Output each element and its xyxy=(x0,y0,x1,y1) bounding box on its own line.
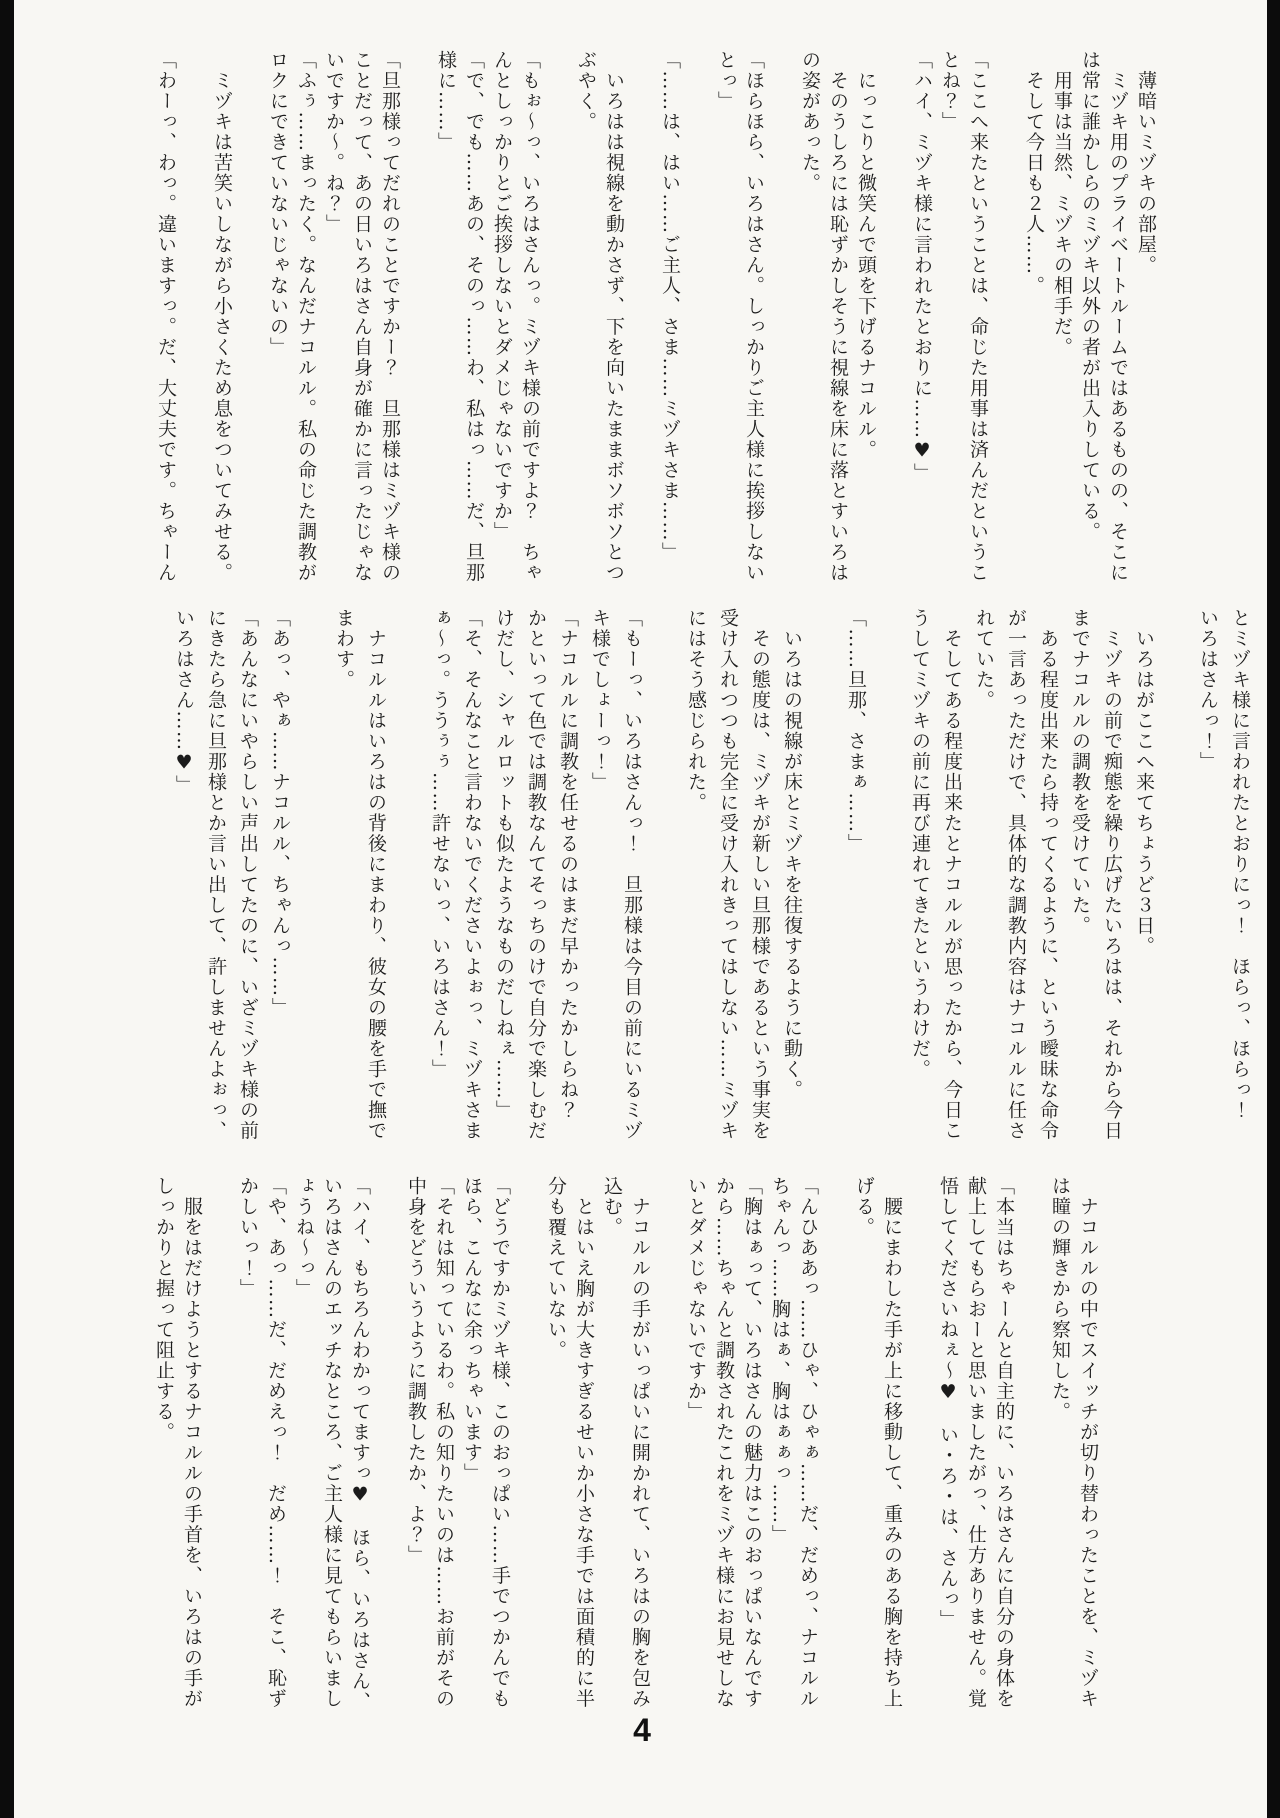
text-column: は常に誰かしらのミヅキ以外の者が出入りしている。 xyxy=(1079,50,1101,542)
text-column: 「それは知っているわ。私の知りたいのは……お前がその xyxy=(433,1176,455,1709)
right-edge-bar xyxy=(1267,0,1280,1818)
text-column: いろはは視線を動かさず、下を向いたままボソボソとつ xyxy=(603,50,625,583)
text-column: ナコルルの中でスイッチが切り替わったことを、ミヅキ xyxy=(1077,1176,1099,1709)
text-column: ミヅキ用のプライベートルームではあるものの、そこに xyxy=(1107,50,1129,583)
text-column: ロクにできていないじゃないの」 xyxy=(267,50,289,358)
text-band-top xyxy=(152,50,1160,610)
text-column: ょうね～っ」 xyxy=(293,1176,315,1299)
text-band-middle xyxy=(168,608,1256,1168)
text-column: れていた。 xyxy=(973,608,995,711)
text-column: 「ナコルルに調教を任せるのはまだ早かったかしらね？ xyxy=(557,608,579,1121)
text-column: んとしっかりとご挨拶しないとダメじゃないですか」 xyxy=(491,50,513,542)
text-column: その態度は、ミヅキが新しい旦那様であるという事実を xyxy=(749,608,771,1141)
text-column: ぶやく。 xyxy=(575,50,597,132)
text-column: いろはがここへ来てちょうど３日。 xyxy=(1133,608,1155,957)
text-column: にはそう感じられた。 xyxy=(685,608,707,813)
text-column: 「旦那様ってだれのことですかー？ 旦那様はミヅキ様の xyxy=(379,50,401,583)
text-column: まわす。 xyxy=(333,608,355,690)
text-column: とはいえ胸が大きすぎるせいか小さな手では面積的に半 xyxy=(573,1176,595,1709)
text-column: 「そ、そんなこと言わないでくださいよぉっ、ミヅキさま xyxy=(461,608,483,1141)
text-column: ことだって、あの日いろはさん自身が確かに言ったじゃな xyxy=(351,50,373,583)
text-column: 「どうですかミヅキ様、このおっぱい……手でつかんでも xyxy=(489,1176,511,1709)
text-column: から……ちゃんと調教されたこれをミヅキ様にお見せしな xyxy=(713,1176,735,1709)
left-edge-bar xyxy=(0,0,14,1818)
text-column: 「もぉ～っ、いろはさんっ。ミヅキ様の前ですよ？ ちゃ xyxy=(519,50,541,583)
text-column: 「ハイ、もちろんわかってますっ♥ ほら、いろはさん、 xyxy=(349,1176,371,1712)
text-column: 中身をどういうように調教したか、よ？」 xyxy=(405,1176,427,1566)
text-column: 受け入れつつも完全に受け入れきってはしない……ミヅキ xyxy=(717,608,739,1141)
text-column: 込む。 xyxy=(601,1176,623,1238)
text-column: 「あっ、やぁ……ナコルル、ちゃんっ……」 xyxy=(269,608,291,1018)
text-band-bottom xyxy=(150,1176,1102,1736)
text-column: いですか～。ね？」 xyxy=(323,50,345,235)
text-column: 「本当はちゃーんと自主的に、いろはさんに自分の身体を xyxy=(993,1176,1015,1709)
text-column: けだし、シャルロットも似たようなものだしねぇ……」 xyxy=(493,608,515,1121)
text-column: 「あんなにいやらしい声出してたのに、いざミヅキ様の前 xyxy=(237,608,259,1141)
text-column: かといって色では調教なんてそっちのけで自分で楽しむだ xyxy=(525,608,547,1141)
text-column: 献上してもらおーと思いましたがっ、仕方ありません。覚 xyxy=(965,1176,987,1709)
text-column: そして今日も２人……。 xyxy=(1023,50,1045,296)
text-column: しっかりと握って阻止する。 xyxy=(153,1176,175,1443)
text-column: とっ」 xyxy=(715,50,737,112)
text-column: 「んひああっ……ひゃ、ひゃぁ……だ、だめっ、ナコルル xyxy=(797,1176,819,1709)
text-column: キ様でしょーっ！」 xyxy=(589,608,611,793)
text-column: ぁ～っ。ううぅぅ……許せないっ、いろはさん！」 xyxy=(429,608,451,1080)
text-column: 分も覆えていない。 xyxy=(545,1176,567,1361)
text-column: 薄暗いミヅキの部屋。 xyxy=(1135,50,1157,276)
text-column: 「ふぅ……まったく。なんだナコルル。私の命じた調教が xyxy=(295,50,317,583)
text-column: 「……は、はい……ご主人、さま……ミヅキさま……」 xyxy=(659,50,681,563)
text-column: 「ハイ、ミヅキ様に言われたとおりに……♥」 xyxy=(911,50,933,484)
text-column: いろはさんのエッチなところ、ご主人様に見てもらいまし xyxy=(321,1176,343,1709)
text-column: とね？」 xyxy=(939,50,961,132)
text-column: 「ほらほら、いろはさん。しっかりご主人様に挨拶しない xyxy=(743,50,765,583)
text-column: 腰にまわした手が上に移動して、重みのある胸を持ち上 xyxy=(881,1176,903,1709)
text-column: げる。 xyxy=(853,1176,875,1238)
text-column: 「胸はぁって、いろはさんの魅力はこのおっぱいなんです xyxy=(741,1176,763,1709)
text-column: にきたら急に旦那様とか言い出して、許しませんよぉっ、 xyxy=(205,608,227,1141)
text-column: かしいっ！」 xyxy=(237,1176,259,1299)
text-column: いろはの視線が床とミヅキを往復するように動く。 xyxy=(781,608,803,1100)
text-column: にっこりと微笑んで頭を下げるナコルル。 xyxy=(855,50,877,460)
text-column: 「わーっ、わっ。違いますっ。だ、大丈夫です。ちゃーん xyxy=(155,50,177,583)
text-column: の姿があった。 xyxy=(799,50,821,194)
text-column: 様に……」 xyxy=(435,50,457,153)
text-column: いろはさんっ！」 xyxy=(1197,608,1219,772)
text-column: そのうしろには恥ずかしそうに視線を床に落とすいろは xyxy=(827,50,849,583)
text-column: は瞳の輝きから察知した。 xyxy=(1049,1176,1071,1422)
text-column: ミヅキは苦笑いしながら小さくため息をついてみせる。 xyxy=(211,50,233,583)
text-column: 「ここへ来たということは、命じた用事は済んだというこ xyxy=(967,50,989,583)
text-column: うしてミヅキの前に再び連れてきたというわけだ。 xyxy=(909,608,931,1080)
text-column: ちゃんっ……胸はぁ、胸はぁぁっ……」 xyxy=(769,1176,791,1545)
text-column: ナコルルの手がいっぱいに開かれて、いろはの胸を包み xyxy=(629,1176,651,1709)
text-column: ほら、こんなに余っちゃいます」 xyxy=(461,1176,483,1484)
text-column: までナコルルの調教を受けていた。 xyxy=(1069,608,1091,936)
text-column: そしてある程度出来たとナコルルが思ったから、今日こ xyxy=(941,608,963,1141)
text-column: 「……旦那、さまぁ……」 xyxy=(845,608,867,854)
text-column: 悟してくださいねぇ～♥ い・ろ・は、さんっ」 xyxy=(937,1176,959,1630)
text-column: とミヅキ様に言われたとおりにっ！ ほらっ、ほらっ！ xyxy=(1229,608,1251,1121)
text-column: 「もーっ、いろはさんっ！ 旦那様は今目の前にいるミヅ xyxy=(621,608,643,1141)
text-column: 「や、あっ……だ、だめえっ！ だめ……！ そこ、恥ず xyxy=(265,1176,287,1709)
text-column: ナコルルはいろはの背後にまわり、彼女の腰を手で撫で xyxy=(365,608,387,1141)
page-number: 4 xyxy=(633,1712,651,1748)
text-column: が一言あっただけで、具体的な調教内容はナコルルに任さ xyxy=(1005,608,1027,1141)
text-column: 用事は当然、ミヅキの相手だ。 xyxy=(1051,50,1073,358)
text-column: いとダメじゃないですか」 xyxy=(685,1176,707,1422)
text-column: いろはさん……♥」 xyxy=(173,608,195,796)
text-column: ミヅキの前で痴態を繰り広げたいろはは、それから今日 xyxy=(1101,608,1123,1141)
text-column: ある程度出来たら持ってくるように、という曖昧な命令 xyxy=(1037,608,1059,1141)
text-column: 服をはだけようとするナコルルの手首を、いろはの手が xyxy=(181,1176,203,1709)
text-column: 「で、でも……あの、そのっ……わ、私はっ……だ、旦那 xyxy=(463,50,485,583)
